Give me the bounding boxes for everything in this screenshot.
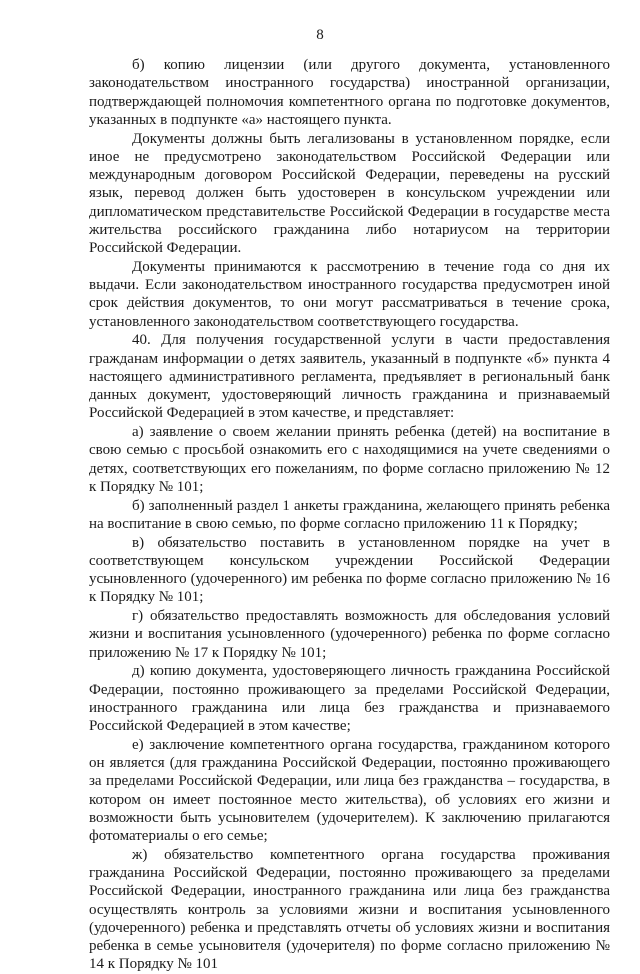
paragraph-subitem-d: д) копию документа, удостоверяющего личность гражданина Российской Федерации, постоянно проживающего за пределами Российской Федерации, иностранного гражданина или лица без гражданства и признаваемого Российской Федерацией в этом качестве; bbox=[89, 663, 610, 734]
paragraph-legalization: Документы должны быть легализованы в установленном порядке, если иное не предусмотрено законодательством Российской Федерации или международным договором Российской Федерации, переведены на русский язык, перевод должен быть удостоверен в консульском учреждении или дипломатическом представительстве Российской Федерации в государстве места жительства российского гражданина либо нотариусом на территории Российской Федерации. bbox=[89, 130, 610, 256]
paragraph-validity: Документы принимаются к рассмотрению в течение года со дня их выдачи. Если законодательством иностранного государства предусмотрен иной срок действия документов, то они могут рассматриваться в течение срока, установленного законодательством соответствующего государства. bbox=[89, 258, 610, 330]
paragraph-item-40: 40. Для получения государственной услуги в части предоставления гражданам информации о детях заявитель, указанный в подпункте «б» пункта 4 настоящего административного регламента, предъявляет в региональный банк данных документ, удостоверяющий личность гражданина и признаваемый Российской Федерацией в этом качестве, и представляет: bbox=[89, 332, 610, 422]
paragraph-subitem-a: а) заявление о своем желании принять ребенка (детей) на воспитание в свою семью с просьбой ознакомить его с находящимися на учете сведениями о детях, соответствующих его пожеланиям, по форме согласно приложению № 12 к Порядку № 101; bbox=[89, 424, 610, 495]
page-number: 8 bbox=[316, 27, 324, 43]
paragraph-subitem-zh: ж) обязательство компетентного органа государства проживания гражданина Российской Федерации, постоянно проживающего за пределами Российской Федерации, иностранного гражданина или лица без гражданства осуществлять контроль за условиями жизни и воспитания усыновленного (удочеренного) ребенка и представлять отчеты об условиях жизни и воспитания ребенка в семье усыновителя (удочерителя) по форме согласно приложению № 14 к Порядку № 101 bbox=[89, 846, 610, 973]
paragraph-subitem-g: г) обязательство предоставлять возможность для обследования условий жизни и воспитания усыновленного (удочеренного) ребенка по форме согласно приложению № 17 к Порядку № 101; bbox=[89, 608, 610, 661]
paragraph-subitem-b: б) заполненный раздел 1 анкеты гражданина, желающего принять ребенка на воспитание в свою семью, по форме согласно приложению 11 к Порядку; bbox=[89, 497, 610, 532]
document-body bbox=[89, 56, 610, 974]
paragraph-license-copy: б) копию лицензии (или другого документа, установленного законодательством иностранного государства) иностранной организации, подтверждающей полномочия компетентного органа по подготовке документов, указанных в подпункте «а» настоящего пункта. bbox=[89, 57, 610, 128]
paragraph-subitem-e: е) заключение компетентного органа государства, гражданином которого он является (для гражданина Российской Федерации, постоянно проживающего за пределами Российской Федерации, или лица без гражданства – государства, в котором он имеет постоянное место жительства), об условиях его жизни и возможности быть усыновителем (удочерителем). К заключению прилагаются фотоматериалы о его семье; bbox=[89, 736, 610, 844]
paragraph-subitem-v: в) обязательство поставить в установленном порядке на учет в соответствующем консульском учреждении Российской Федерации усыновленного (удочеренного) им ребенка по форме согласно приложению № 16 к Порядку № 101; bbox=[89, 534, 610, 606]
